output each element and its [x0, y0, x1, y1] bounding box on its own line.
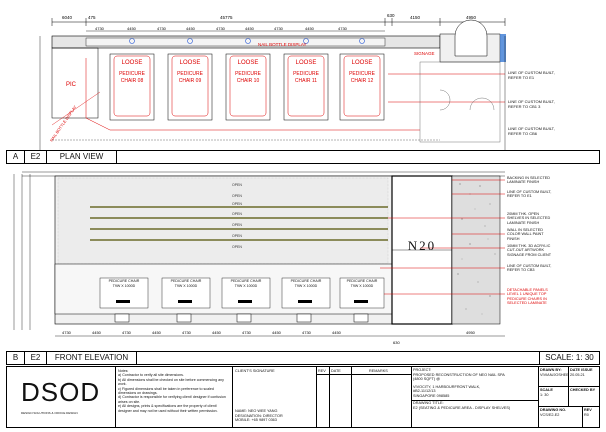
- plan-subdim-4: 4730: [216, 26, 225, 31]
- chair-label-l2: T9W X 1000D: [294, 283, 318, 288]
- elev-note-3: [507, 228, 603, 244]
- logo-tagline: DESIGN SOLUTIONS & OFFICE DESIGN: [21, 411, 78, 415]
- note-line: PEDICURE CHAIRS IN: [507, 296, 547, 301]
- plan-pic-label: PIC: [66, 82, 77, 88]
- note-item: b) All dimensions shall be checked on site before commencing any work.: [118, 377, 224, 387]
- elev-dim-5: 4450: [212, 330, 221, 335]
- plan-chair-10: [230, 60, 266, 85]
- elev-note-1: [507, 190, 603, 212]
- chair-label-l2: T9W X 1000D: [112, 283, 136, 288]
- plan-note-red-1: NAIL BOTTLE DISPLAY: [48, 104, 78, 143]
- drawn-by-value: VIVIAN/JOSHEE: [540, 372, 569, 377]
- remarks-col: [351, 367, 411, 427]
- front-elevation-bar: [6, 351, 600, 365]
- note-item: c) Figured dimensions shall be taken in preference to scaled dimensions on drawings.: [118, 386, 214, 396]
- elev-dim-630: 630: [393, 340, 400, 345]
- plan-dim-4: 4150: [410, 15, 421, 20]
- note-line: DETACHABLE PANELS: [507, 288, 548, 292]
- note-line: LINE OF CUSTOM BUILT,: [508, 70, 555, 75]
- plan-dim-5: 4950: [466, 15, 477, 20]
- n20-signage: N20: [407, 238, 437, 253]
- elev-dim-6: 4730: [242, 330, 251, 335]
- elev-dim-3: 4450: [152, 330, 161, 335]
- plan-right-note-2: [508, 126, 555, 136]
- client-name-block: [235, 409, 283, 423]
- elev-bar-scale: SCALE: 1: 30: [539, 352, 599, 364]
- note-line: WALL IN SELECTED: [507, 228, 544, 232]
- chair-label-l1: PEDICURE CHAIR: [170, 279, 202, 283]
- address-line: #B2-11/12/13: [413, 389, 436, 393]
- scale-value: 1: 30: [540, 392, 549, 397]
- chair-name: PEDICURE: [119, 71, 145, 77]
- note-line: LAMINATE FINISH: [507, 180, 540, 185]
- elev-chair-1: [162, 279, 210, 288]
- chair-sub: CHAIR 08: [120, 78, 144, 84]
- elev-dim-4: 4730: [182, 330, 191, 335]
- client-mobile: MOBILE: +65 9897 0363: [235, 418, 277, 423]
- chair-sub: CHAIR 11: [294, 78, 318, 84]
- elev-dim-10: 4950: [466, 330, 475, 335]
- chair-label-l1: PEDICURE CHAIR: [108, 279, 140, 283]
- note-line: REFER TO CB6: [508, 131, 537, 136]
- client-designation: DESIGNATION: DIRECTOR: [235, 413, 283, 418]
- plan-right-note-1: [508, 99, 555, 109]
- plan-subdims: [95, 26, 348, 31]
- note-line: LINE OF CUSTOM BUILT,: [507, 190, 552, 194]
- date-header: DATE: [331, 369, 341, 373]
- plan-chair-09: [172, 60, 208, 85]
- note-line: SELECTED LAMINATE: [507, 301, 547, 306]
- drawing-meta: [539, 367, 599, 427]
- drawing-no-cell: [539, 407, 583, 427]
- rev-no-label: REV: [584, 408, 592, 412]
- note-item: e) All designs, prints & specifications are the property of client/ designer and may not be used without their written permission.: [118, 404, 218, 413]
- client-signature-area: [233, 367, 317, 427]
- logo-area: [7, 367, 116, 427]
- project-name: PROPOSED RECONSTRUCTION OF NEO NAIL SPA: [413, 372, 505, 377]
- note-line: 20MM THK. OPEN: [507, 212, 539, 216]
- elev-chair-2: [222, 279, 270, 288]
- scale-cell: [539, 387, 569, 407]
- note-line: REFER TO E1: [508, 75, 535, 80]
- plan-chair-12: [344, 60, 380, 85]
- notes-header: Notes:: [118, 369, 129, 373]
- elev-open-0: OPEN: [232, 183, 242, 187]
- note-line: LEVEL 1 UNIQUE TOP: [507, 292, 547, 297]
- address-line: VIVOCITY, 1 HARBOURFRONT WALK,: [413, 384, 481, 389]
- notes-area: [115, 367, 233, 427]
- plan-subdim-6: 4730: [274, 26, 283, 31]
- plan-chair-11: [288, 60, 324, 85]
- elev-open-2: OPEN: [232, 202, 242, 206]
- note-line: 10MM THK. 3D ACRYLIC: [507, 244, 551, 248]
- note-line: SIGNAGE FROM CLIENT: [507, 252, 552, 257]
- note-line: BACKING IN SELECTED: [507, 176, 551, 180]
- plan-view-drawing: [0, 0, 606, 170]
- note-line: SHELVES IN SELECTED: [507, 216, 551, 221]
- note-line: CUT-OUT ARTWORK: [507, 248, 544, 253]
- plan-right-note-0: [508, 70, 555, 80]
- rev-header: REV: [318, 369, 326, 373]
- chair-loose: LOOSE: [295, 60, 317, 66]
- chair-name: PEDICURE: [177, 71, 203, 77]
- elev-note-5: [507, 264, 603, 288]
- elev-dim-9: 4450: [332, 330, 341, 335]
- note-line: LINE OF CUSTOM BUILT,: [508, 126, 555, 131]
- note-line: LINE OF CUSTOM BUILT,: [507, 264, 552, 268]
- elev-dim-2: 4730: [122, 330, 131, 335]
- plan-subdim-3: 4450: [186, 26, 195, 31]
- chair-name: PEDICURE: [349, 71, 375, 77]
- revision-table: [317, 367, 412, 427]
- checked-by-label: CHECKED BY: [570, 388, 596, 392]
- dsod-logo: DSOD: [21, 377, 101, 407]
- client-sig-label: CLIENT'S SIGNATURE: [235, 369, 275, 373]
- note-line: REFER TO E1: [507, 194, 532, 199]
- plan-dim-0: 6040: [62, 15, 73, 20]
- note-line: LAMINATE FINISH: [507, 220, 540, 225]
- checked-by-cell: [569, 387, 599, 407]
- note-line: REFER TO CB3: [507, 268, 535, 273]
- elev-dim-8: 4730: [302, 330, 311, 335]
- drawn-by-cell: [539, 367, 569, 387]
- plan-dim-1: 475: [88, 15, 96, 20]
- project-size: (4800 SQFT) @: [413, 377, 441, 381]
- elev-note-2: [507, 212, 603, 228]
- date-issue-value: 20.05.21: [570, 372, 585, 377]
- chair-loose: LOOSE: [121, 60, 143, 66]
- drawn-by-label: DRAWN BY:: [540, 368, 562, 372]
- elev-open-3: OPEN: [232, 212, 242, 216]
- plan-note-red-0: NAIL BOTTLE DISPLAY: [258, 42, 307, 47]
- drawing-no-label: DRAWING NO.: [540, 408, 567, 412]
- chair-loose: LOOSE: [351, 60, 373, 66]
- note-line: LINE OF CUSTOM BUILT,: [508, 99, 555, 104]
- chair-sub: CHAIR 09: [178, 78, 202, 84]
- plan-subdim-8: 4730: [338, 26, 347, 31]
- project-label: PROJECT:: [413, 368, 432, 372]
- drawing-no-value: VCS/E2-E2: [540, 412, 560, 417]
- remarks-header: REMARKS: [369, 369, 388, 373]
- elev-bar-title: FRONT ELEVATION: [47, 352, 137, 364]
- rev-no-cell: [583, 407, 599, 427]
- chair-loose: LOOSE: [237, 60, 259, 66]
- elev-dim-1: 4450: [92, 330, 101, 335]
- chair-label-l2: T9W X 1000D: [350, 283, 374, 288]
- plan-bar-code: E2: [25, 151, 47, 163]
- note-item: a) Contractor to verify all site dimensions.: [118, 373, 184, 378]
- plan-subdim-7: 4450: [305, 26, 314, 31]
- elev-chair-3: [282, 279, 330, 288]
- chair-label-l1: PEDICURE CHAIR: [346, 279, 378, 283]
- note-line: COLOR WALL PAINT: [507, 232, 544, 237]
- elev-note-6: [507, 288, 603, 306]
- plan-bar-letter: A: [7, 151, 25, 163]
- elev-right-notes: [507, 176, 603, 306]
- note-item: d) Contractor is responsible for verifying client/ designer if confusion arises on site.: [118, 395, 226, 404]
- scale-label: SCALE: [540, 388, 553, 392]
- address-line: SINGAPORE 098585: [413, 393, 450, 398]
- title-block: [6, 366, 600, 428]
- date-col: [329, 367, 352, 427]
- elev-dim-0: 4730: [62, 330, 71, 335]
- chair-label-l1: PEDICURE CHAIR: [290, 279, 322, 283]
- plan-signage: SIGNAGE: [414, 51, 435, 56]
- chair-sub: CHAIR 10: [236, 78, 260, 84]
- chair-label-l1: PEDICURE CHAIR: [230, 279, 262, 283]
- plan-subdim-2: 4730: [157, 26, 166, 31]
- elev-note-0: [507, 176, 603, 190]
- elev-open-5: OPEN: [232, 234, 242, 238]
- chair-sub: CHAIR 12: [350, 78, 374, 84]
- note-line: FINISH: [507, 236, 520, 241]
- date-issue-label: DATE ISSUE: [570, 368, 593, 372]
- elev-bar-code: E2: [25, 352, 47, 364]
- elev-chair-4: [340, 279, 384, 288]
- elev-dim-7: 4450: [272, 330, 281, 335]
- project-info: [411, 367, 539, 427]
- chair-label-l2: T9W X 1000D: [234, 283, 258, 288]
- elev-chair-0: [100, 279, 148, 288]
- chair-name: PEDICURE: [235, 71, 261, 77]
- client-name: NAME: NEO WEE YANG: [235, 409, 278, 413]
- note-line: REFER TO CB1 3: [508, 104, 541, 109]
- elev-open-6: OPEN: [232, 245, 242, 249]
- plan-view-bar: [6, 150, 600, 164]
- drawing-title-label: DRAWING TITLE:: [413, 401, 444, 405]
- plan-chair-08: [114, 60, 150, 85]
- plan-dim-2: 45775: [220, 15, 233, 20]
- drawing-title: E2 (SEATING & PEDICURE AREA - DISPLAY SHELVES): [413, 405, 511, 410]
- elev-bar-letter: B: [7, 352, 25, 364]
- plan-subdim-1: 4450: [127, 26, 136, 31]
- date-issue-cell: [569, 367, 599, 387]
- chair-name: PEDICURE: [293, 71, 319, 77]
- plan-subdim-5: 4450: [245, 26, 254, 31]
- elev-note-4: [507, 244, 603, 264]
- plan-bar-title: PLAN VIEW: [47, 151, 117, 163]
- rev-no-value: R0: [584, 412, 589, 417]
- chair-loose: LOOSE: [179, 60, 201, 66]
- elev-open-4: OPEN: [232, 223, 242, 227]
- elev-open-1: OPEN: [232, 194, 242, 198]
- chair-label-l2: T9W X 1000D: [174, 283, 198, 288]
- plan-subdim-0: 4730: [95, 26, 104, 31]
- plan-dim-3: 630: [387, 13, 395, 18]
